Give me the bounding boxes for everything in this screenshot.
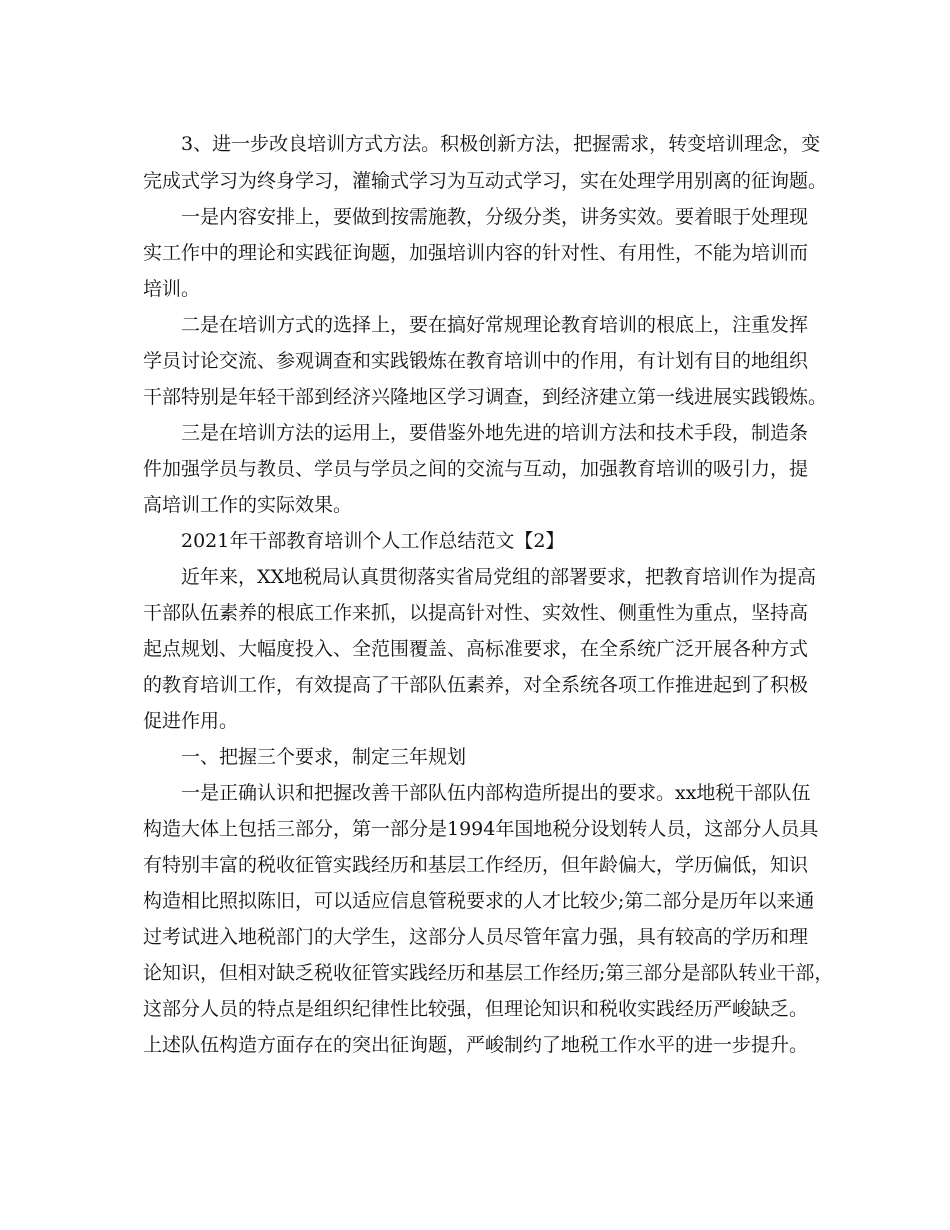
paragraph-line: 干部特别是年轻干部到经济兴隆地区学习调查，到经济建立第一线进展实践锻炼。 — [143, 386, 828, 408]
paragraph-line: 件加强学员与教员、学员与学员之间的交流与互动，加强教育培训的吸引力，提 — [143, 458, 809, 480]
paragraph-line: 的教育培训工作，有效提高了干部队伍素养，对全系统各项工作推进起到了积极 — [143, 674, 809, 696]
paragraph-line: 实工作中的理论和实践征询题，加强培训内容的针对性、有用性，不能为培训而 — [143, 242, 809, 264]
paragraph-line: 促进作用。 — [143, 710, 239, 732]
paragraph-line: 论知识，但相对缺乏税收征管实践经历和基层工作经历;第三部分是部队转业干部， — [143, 962, 834, 984]
paragraph-line: 上述队伍构造方面存在的突出征询题，严峻制约了地税工作水平的进一步提升。 — [143, 1034, 809, 1056]
paragraph-line: 三是在培训方法的运用上，要借鉴外地先进的培训方法和技术手段，制造条 — [181, 422, 809, 444]
paragraph-line: 干部队伍素养的根底工作来抓，以提高针对性、实效性、侧重性为重点，坚持高 — [143, 602, 809, 624]
paragraph-line: 近年来，XX地税局认真贯彻落实省局党组的部署要求，把教育培训作为提高 — [181, 566, 817, 588]
paragraph-line: 有特别丰富的税收征管实践经历和基层工作经历，但年龄偏大，学历偏低，知识 — [143, 854, 809, 876]
paragraph-line: 起点规划、大幅度投入、全范围覆盖、高标准要求，在全系统广泛开展各种方式 — [143, 638, 809, 660]
section-heading: 2021年干部教育培训个人工作总结范文【2】 — [181, 530, 565, 552]
paragraph-line: 二是在培训方式的选择上，要在搞好常规理论教育培训的根底上，注重发挥 — [181, 314, 809, 336]
paragraph-line: 高培训工作的实际效果。 — [143, 494, 353, 516]
paragraph-line: 构造相比照拟陈旧，可以适应信息管税要求的人才比较少;第二部分是历年以来通 — [143, 890, 815, 912]
paragraph-line: 学员讨论交流、参观调查和实践锻炼在教育培训中的作用，有计划有目的地组织 — [143, 350, 809, 372]
paragraph-line: 这部分人员的特点是组织纪律性比较强，但理论知识和税收实践经历严峻缺乏。 — [143, 998, 809, 1020]
paragraph-line: 构造大体上包括三部分，第一部分是1994年国地税分设划转人员，这部分人员具 — [143, 818, 819, 840]
paragraph-line: 过考试进入地税部门的大学生，这部分人员尽管年富力强，具有较高的学历和理 — [143, 926, 809, 948]
paragraph-line: 一是正确认识和把握改善干部队伍内部构造所提出的要求。xx地税干部队伍 — [181, 782, 811, 804]
subsection-heading: 一、把握三个要求，制定三年规划 — [181, 746, 467, 768]
paragraph-line: 完成式学习为终身学习，灌输式学习为互动式学习，实在处理学用别离的征询题。 — [143, 170, 828, 192]
paragraph-line: 培训。 — [143, 278, 201, 300]
paragraph-line: 3、进一步改良培训方式方法。积极创新方法，把握需求，转变培训理念，变 — [181, 133, 821, 155]
paragraph-line: 一是内容安排上，要做到按需施教，分级分类，讲务实效。要着眼于处理现 — [181, 206, 809, 228]
